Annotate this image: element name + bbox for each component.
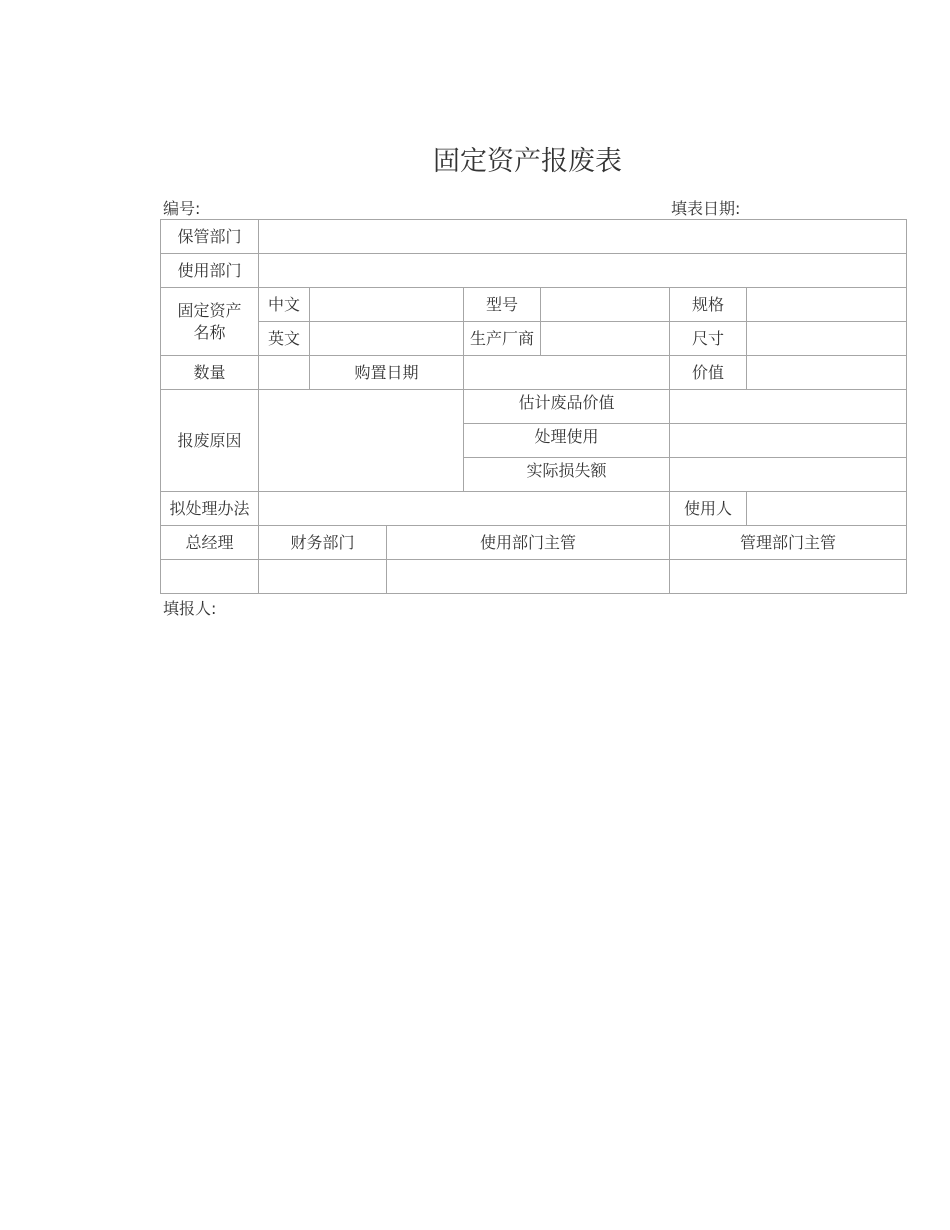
number-label: 编号: — [163, 199, 201, 218]
row-asset-name-english — [161, 322, 907, 356]
using-dept-head-label: 使用部门主管 — [387, 526, 670, 560]
model-label: 型号 — [464, 288, 541, 322]
est-scrap-value-value[interactable] — [670, 390, 907, 424]
user-label: 使用人 — [670, 492, 747, 526]
general-manager-signature[interactable] — [161, 560, 259, 594]
disposal-use-label: 处理使用 — [464, 424, 670, 458]
custody-dept-label: 保管部门 — [161, 220, 259, 254]
spec-value[interactable] — [747, 288, 907, 322]
size-label: 尺寸 — [670, 322, 747, 356]
disposal-use-value[interactable] — [670, 424, 907, 458]
model-value[interactable] — [541, 288, 670, 322]
proposed-method-label: 拟处理办法 — [161, 492, 259, 526]
proposed-method-value[interactable] — [259, 492, 670, 526]
using-dept-label: 使用部门 — [161, 254, 259, 288]
finance-dept-label: 财务部门 — [259, 526, 387, 560]
manufacturer-label: 生产厂商 — [464, 322, 541, 356]
purchase-date-value[interactable] — [464, 356, 670, 390]
form-table — [160, 219, 907, 594]
fill-date-label: 填表日期: — [671, 199, 741, 218]
value-label: 价值 — [670, 356, 747, 390]
using-dept-value[interactable] — [259, 254, 907, 288]
filler-label: 填报人: — [163, 599, 217, 618]
row-asset-name-chinese — [161, 288, 907, 322]
row-custody-dept — [161, 220, 907, 254]
row-signoff-labels — [161, 526, 907, 560]
purchase-date-label: 购置日期 — [310, 356, 464, 390]
english-value[interactable] — [310, 322, 464, 356]
user-value[interactable] — [747, 492, 907, 526]
asset-name-label-line2: 名称 — [193, 322, 226, 342]
row-quantity — [161, 356, 907, 390]
spec-label: 规格 — [670, 288, 747, 322]
scrap-reason-value[interactable] — [259, 390, 464, 492]
row-scrap-reason-1 — [161, 390, 907, 424]
value-value[interactable] — [747, 356, 907, 390]
asset-scrap-form — [160, 219, 837, 596]
general-manager-label: 总经理 — [161, 526, 259, 560]
row-signoff-values — [161, 560, 907, 594]
manufacturer-value[interactable] — [541, 322, 670, 356]
row-using-dept — [161, 254, 907, 288]
page-title: 固定资产报废表 — [433, 146, 622, 177]
row-proposed-method — [161, 492, 907, 526]
est-scrap-value-label: 估计废品价值 — [464, 390, 670, 424]
size-value[interactable] — [747, 322, 907, 356]
finance-dept-signature[interactable] — [259, 560, 387, 594]
custody-dept-value[interactable] — [259, 220, 907, 254]
actual-loss-label: 实际损失额 — [464, 458, 670, 492]
chinese-value[interactable] — [310, 288, 464, 322]
quantity-label: 数量 — [161, 356, 259, 390]
actual-loss-value[interactable] — [670, 458, 907, 492]
quantity-value[interactable] — [259, 356, 310, 390]
english-label: 英文 — [259, 322, 310, 356]
asset-name-label-line1: 固定资产 — [177, 300, 242, 320]
using-dept-head-signature[interactable] — [387, 560, 670, 594]
mgmt-dept-head-label: 管理部门主管 — [670, 526, 907, 560]
chinese-label: 中文 — [259, 288, 310, 322]
scrap-reason-label: 报废原因 — [161, 390, 259, 492]
mgmt-dept-head-signature[interactable] — [670, 560, 907, 594]
asset-name-label — [161, 288, 259, 356]
